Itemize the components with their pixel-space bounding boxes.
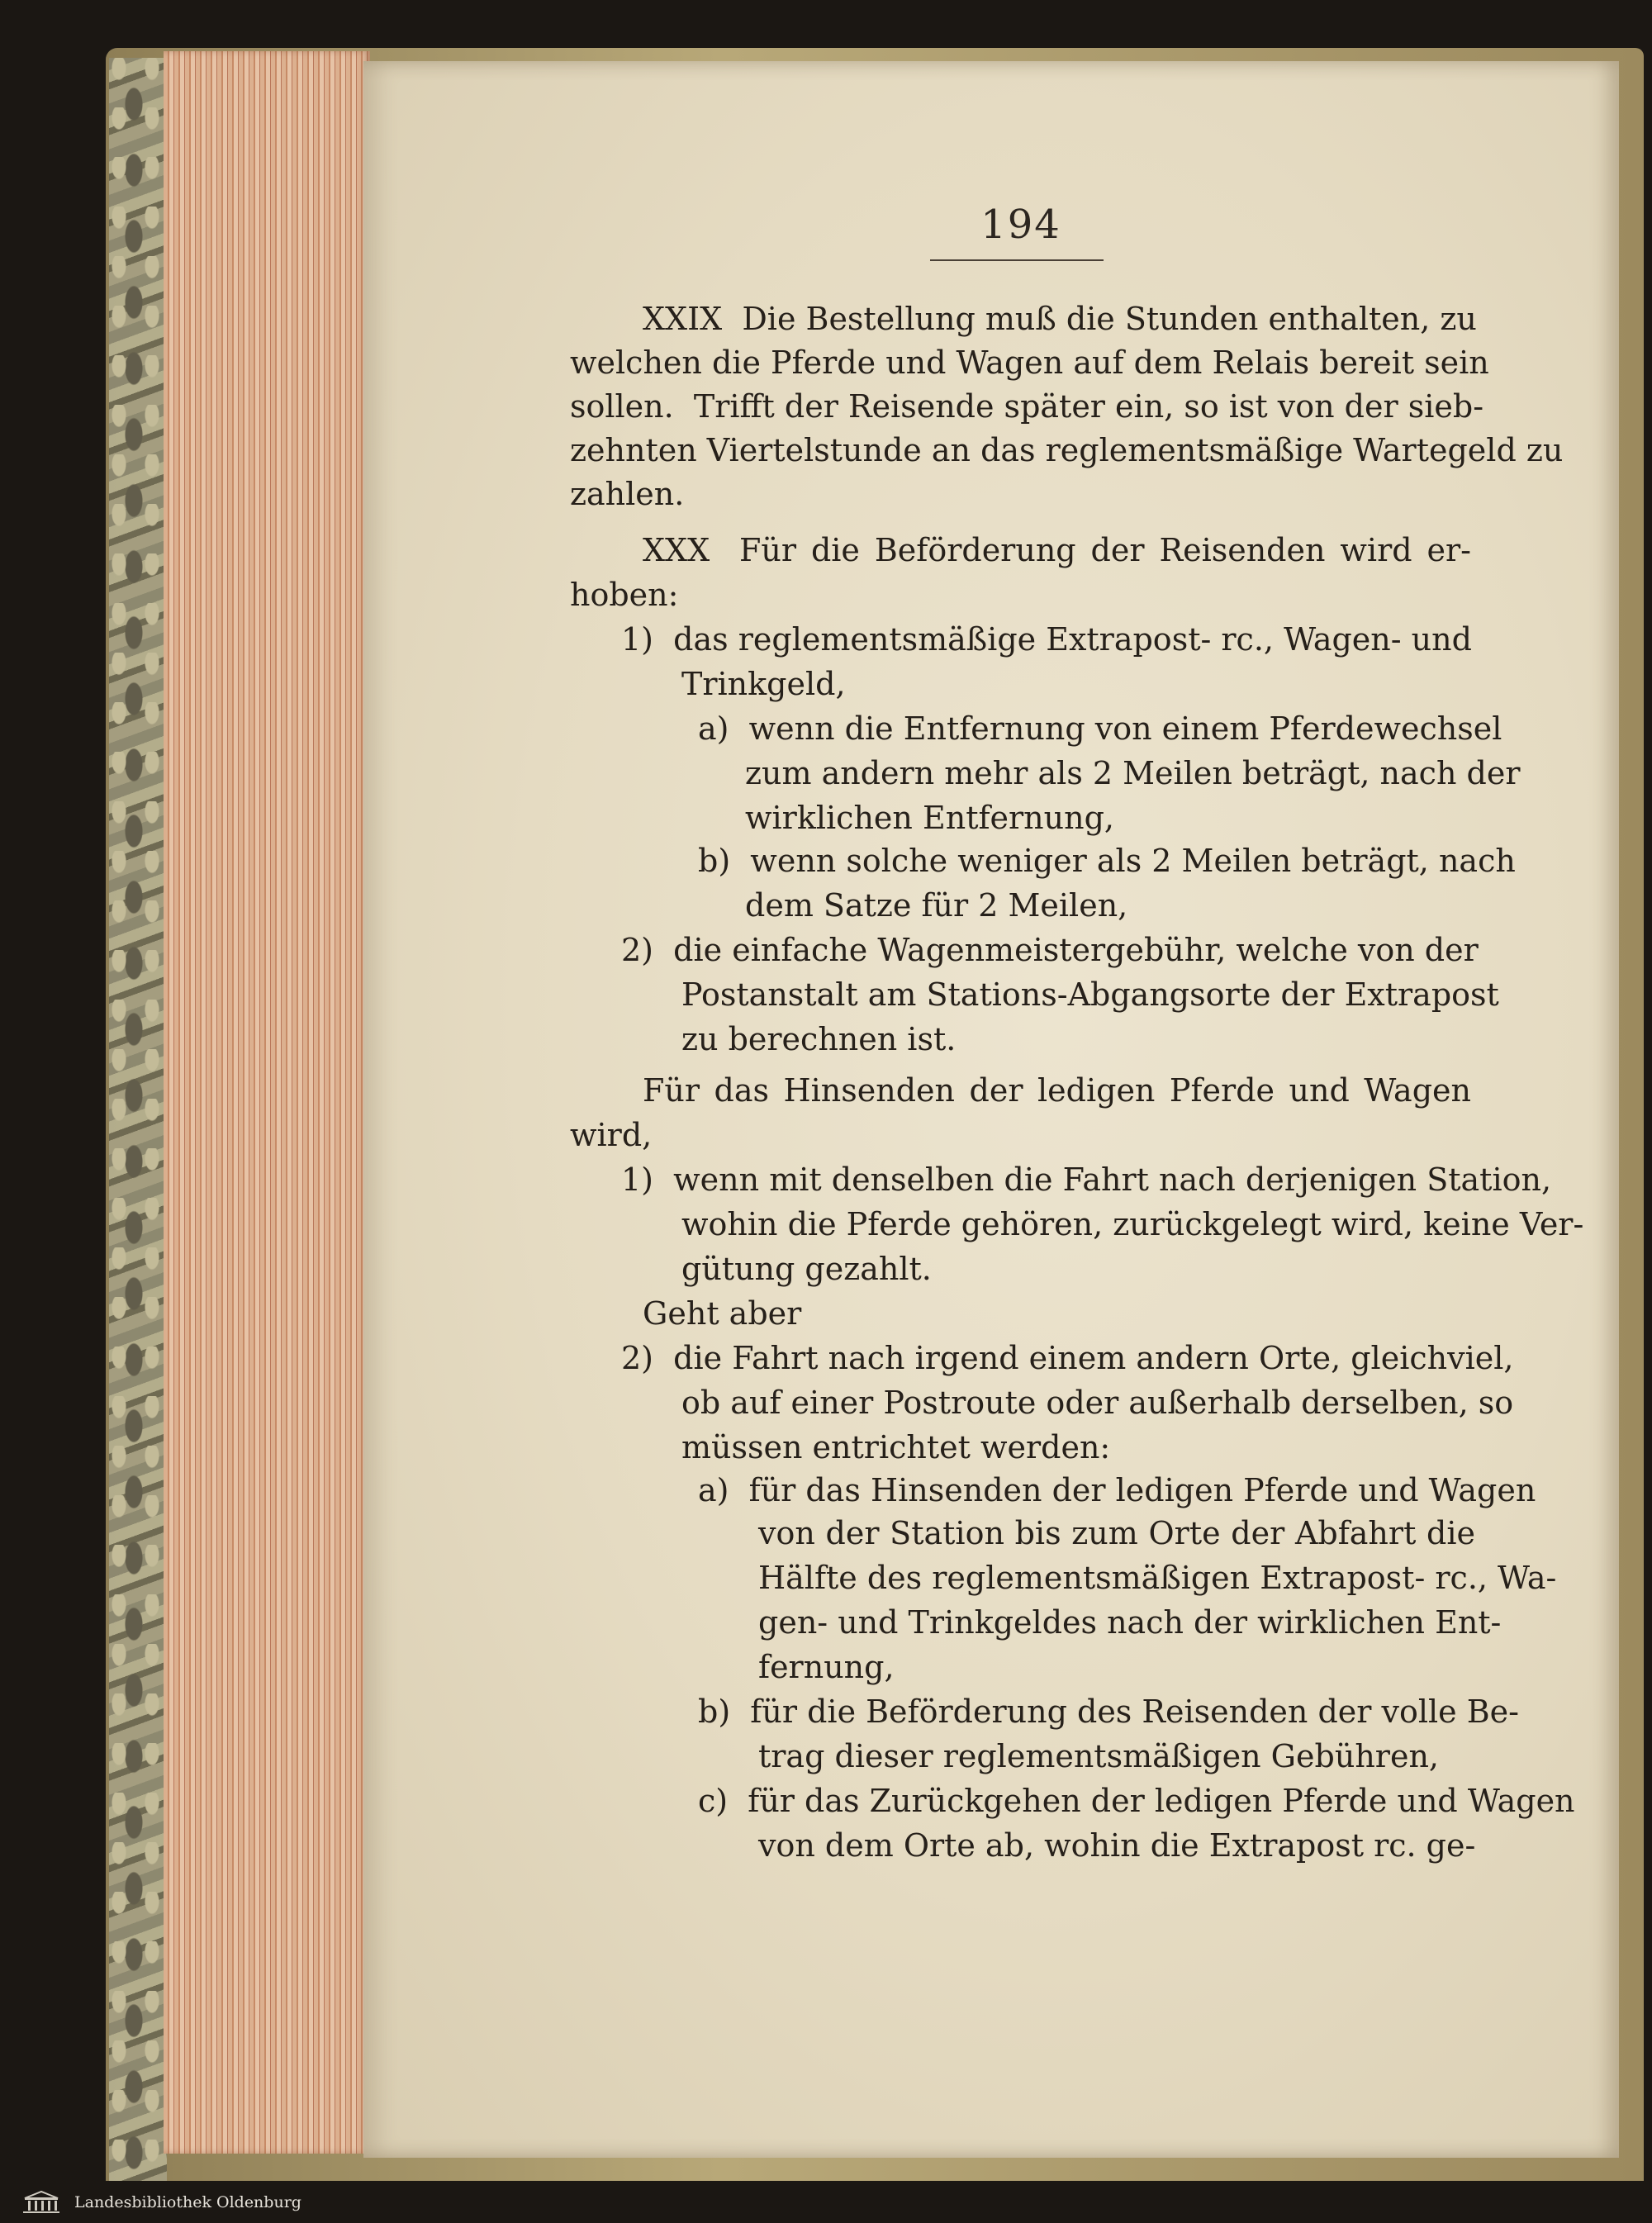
text-line: hoben: xyxy=(570,577,679,613)
text-line: zahlen. xyxy=(570,476,685,512)
list-item-line: c) für das Zurückgehen der ledigen Pferde und Wagen xyxy=(698,1783,1575,1819)
list-item-line: b) wenn solche weniger als 2 Meilen beträgt, nach xyxy=(698,843,1516,879)
text-line: sollen. Trifft der Reisende später ein, so ist von der sieb- xyxy=(570,388,1484,425)
text-line: müssen entrichtet werden: xyxy=(681,1429,1111,1465)
footer-bar xyxy=(0,2181,1652,2223)
text-line: fernung, xyxy=(758,1649,895,1685)
library-name: Landesbibliothek Oldenburg xyxy=(74,2193,301,2211)
text-line: XXIX Die Bestellung muß die Stunden enthalten, zu xyxy=(643,301,1477,337)
page-edges xyxy=(164,51,370,2154)
text-line: Geht aber xyxy=(643,1295,802,1332)
list-item-line: 1) das reglementsmäßige Extrapost- rc., Wagen- und xyxy=(621,621,1472,658)
library-building-icon xyxy=(21,2190,61,2215)
text-line: zehnten Viertelstunde an das reglementsmäßige Wartegeld zu xyxy=(570,432,1564,468)
text-line: dem Satze für 2 Meilen, xyxy=(745,887,1128,924)
list-item-line: 2) die einfache Wagenmeistergebühr, welche von der xyxy=(621,932,1479,968)
text-line: XXX Für die Beförderung der Reisenden wird er- xyxy=(643,532,1471,568)
text-line: zum andern mehr als 2 Meilen beträgt, nach der xyxy=(745,755,1521,791)
text-line: Postanstalt am Stations-Abgangsorte der Extrapost xyxy=(681,976,1499,1013)
page-number: 194 xyxy=(980,202,1061,248)
list-item-line: 2) die Fahrt nach irgend einem andern Orte, gleichviel, xyxy=(621,1340,1514,1376)
text-line: von dem Orte ab, wohin die Extrapost rc. ge- xyxy=(758,1827,1476,1864)
list-item-line: a) wenn die Entfernung von einem Pferdewechsel xyxy=(698,710,1502,747)
text-line: von der Station bis zum Orte der Abfahrt die xyxy=(758,1515,1475,1551)
text-line: zu berechnen ist. xyxy=(681,1021,957,1057)
list-item-line: a) für das Hinsenden der ledigen Pferde und Wagen xyxy=(698,1472,1536,1508)
text-line: wirklichen Entfernung, xyxy=(745,800,1115,836)
header-rule xyxy=(930,259,1104,261)
text-line: gen- und Trinkgeldes nach der wirklichen Ent- xyxy=(758,1604,1502,1641)
text-line: wird, xyxy=(570,1117,653,1153)
text-line: Hälfte des reglementsmäßigen Extrapost- rc., Wa- xyxy=(758,1560,1557,1596)
text-line: Trinkgeld, xyxy=(681,666,846,702)
text-line: ob auf einer Postroute oder außerhalb derselben, so xyxy=(681,1385,1514,1421)
text-line: gütung gezahlt. xyxy=(681,1251,932,1287)
text-line: trag dieser reglementsmäßigen Gebühren, xyxy=(758,1738,1439,1774)
list-item-line: 1) wenn mit denselben die Fahrt nach derjenigen Station, xyxy=(621,1161,1552,1198)
list-item-line: b) für die Beförderung des Reisenden der volle Be- xyxy=(698,1693,1519,1730)
marbled-cover-edge xyxy=(109,58,167,2181)
text-line: Für das Hinsenden der ledigen Pferde und Wagen xyxy=(643,1072,1471,1109)
text-line: welchen die Pferde und Wagen auf dem Relais bereit sein xyxy=(570,344,1489,381)
text-line: wohin die Pferde gehören, zurückgelegt wird, keine Ver- xyxy=(681,1206,1584,1242)
